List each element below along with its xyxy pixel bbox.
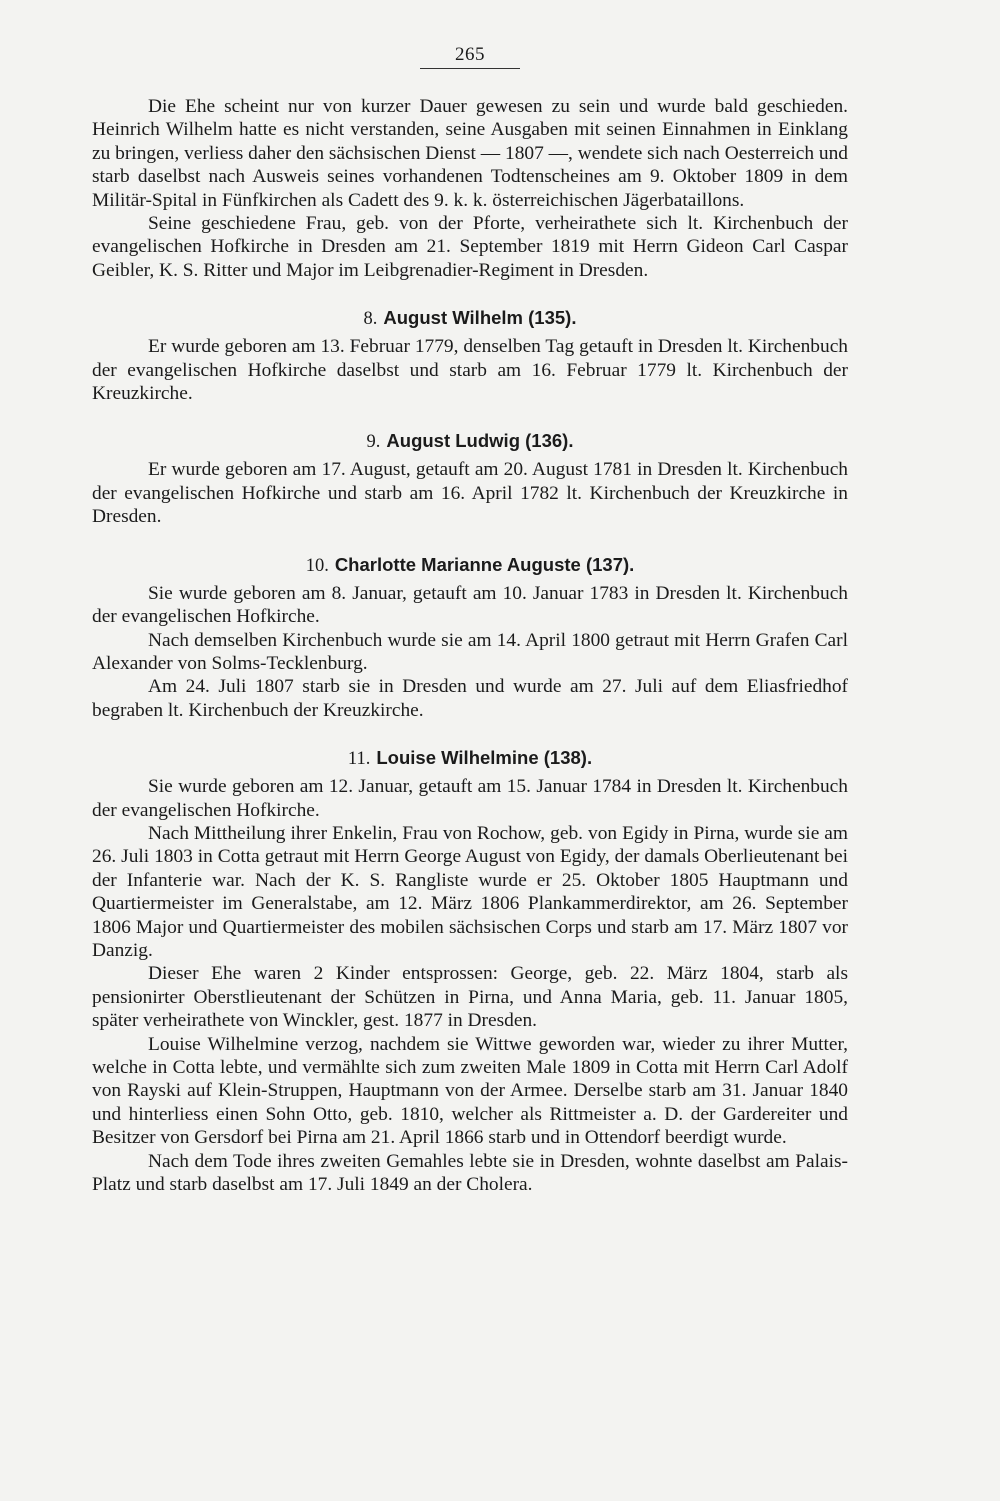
paragraph: Er wurde geboren am 17. August, getauft am 20. August 1781 in Dresden lt. Kirchenbuch der evangelischen Hofkirche und starb am 16. April 1782 lt. Kirchenbuch der Kreuzkirche in Dresden. (92, 459, 848, 528)
section-number: 10. (305, 555, 329, 576)
section-name: August Ludwig (386, 430, 520, 452)
paragraph: Seine geschiedene Frau, geb. von der Pforte, verheirathete sich lt. Kirchenbuch der evangelischen Hofkirche in Dresden am 21. September 1819 mit Herrn Gideon Carl Caspar Geibler, K. S. Ritter und Major im Leibgrenadier-Regiment in Dresden. (92, 213, 848, 281)
section-ref: (136). (525, 430, 574, 452)
section-number: 11. (347, 749, 371, 770)
section-heading (92, 553, 848, 578)
section-ref: (138). (543, 747, 593, 769)
section-name: August Wilhelm (383, 307, 523, 329)
section-name: Charlotte Marianne Auguste (334, 553, 581, 575)
section-ref: (135). (528, 307, 577, 329)
section-ref: (137). (585, 553, 635, 575)
paragraph: Sie wurde geboren am 12. Januar, getauft am 15. Januar 1784 in Dresden lt. Kirchenbuch der evangelischen Hofkirche. (92, 776, 848, 821)
paragraph: Er wurde geboren am 13. Februar 1779, denselben Tag getauft in Dresden lt. Kirchenbuch der evangelischen Hofkirche daselbst und starb am 16. Februar 1779 lt. Kirchenbuch der Kreuzkirche. (92, 336, 848, 405)
section-number: 8. (363, 309, 378, 330)
section-heading (92, 306, 848, 331)
section-number: 9. (366, 432, 381, 453)
paragraph: Sie wurde geboren am 8. Januar, getauft am 10. Januar 1783 in Dresden lt. Kirchenbuch der evangelischen Hofkirche. (92, 582, 848, 628)
page-body (92, 95, 848, 1196)
paragraph: Die Ehe scheint nur von kurzer Dauer gewesen zu sein und wurde bald geschieden. Heinrich Wilhelm hatte es nicht verstanden, seine Ausgaben mit seinen Einnahmen in Einklang zu bringen, verliess daher den sächsischen Dienst — 1807 —, wendete sich nach Oesterreich und starb daselbst nach Ausweis seines vorhandenen Todtenscheines am 9. Oktober 1809 in dem Militär-Spital in Fünfkirchen als Cadett des 9. k. k. österreichischen Jägerbataillons. (92, 96, 848, 211)
paragraph: Louise Wilhelmine verzog, nachdem sie Wittwe geworden war, wieder zu ihrer Mutter, welche in Cotta lebte, und vermählte sich zum zweiten Male 1809 in Cotta mit Herrn Carl Adolf von Rayski auf Klein-Struppen, Hauptmann von der Armee. Derselbe starb am 31. Januar 1840 und hinterliess einen Sohn Otto, geb. 1810, welcher als Rittmeister a. D. der Gardereiter und Besitzer von Gersdorf bei Pirna am 21. April 1866 starb und in Ottendorf beerdigt wurde. (92, 1033, 848, 1149)
paragraph: Nach Mittheilung ihrer Enkelin, Frau von Rochow, geb. von Egidy in Pirna, wurde sie am 26. Juli 1803 in Cotta getraut mit Herrn George August von Egidy, der damals Oberlieutenant bei der Infanterie war. Nach der K. S. Rangliste wurde er 25. Oktober 1805 Hauptmann und Quartiermeister im Generalstabe, am 12. März 1806 Plankammerdirektor, am 26. September 1806 Major und Quartiermeister des mobilen sächsischen Corps und starb am 17. März 1807 vor Danzig. (92, 822, 848, 961)
section-name: Louise Wilhelmine (376, 747, 539, 769)
paragraph: Am 24. Juli 1807 starb sie in Dresden und wurde am 27. Juli auf dem Eliasfriedhof begraben lt. Kirchenbuch der Kreuzkirche. (92, 676, 848, 721)
section-heading (92, 429, 848, 454)
paragraph: Nach dem Tode ihres zweiten Gemahles lebte sie in Dresden, wohnte daselbst am Palais-Platz und starb daselbst am 17. Juli 1849 an der Cholera. (92, 1150, 848, 1196)
paragraph: Dieser Ehe waren 2 Kinder entsprossen: George, geb. 22. März 1804, starb als pensionirter Oberstlieutenant der Schützen in Pirna, und Anna Maria, geb. 11. Januar 1805, später verheirathete von Winckler, gest. 1877 in Dresden. (92, 963, 848, 1032)
paragraph: Nach demselben Kirchenbuch wurde sie am 14. April 1800 getraut mit Herrn Grafen Carl Alexander von Solms-Tecklenburg. (92, 629, 848, 674)
page-number: 265 (420, 44, 520, 69)
section-heading (92, 746, 848, 771)
